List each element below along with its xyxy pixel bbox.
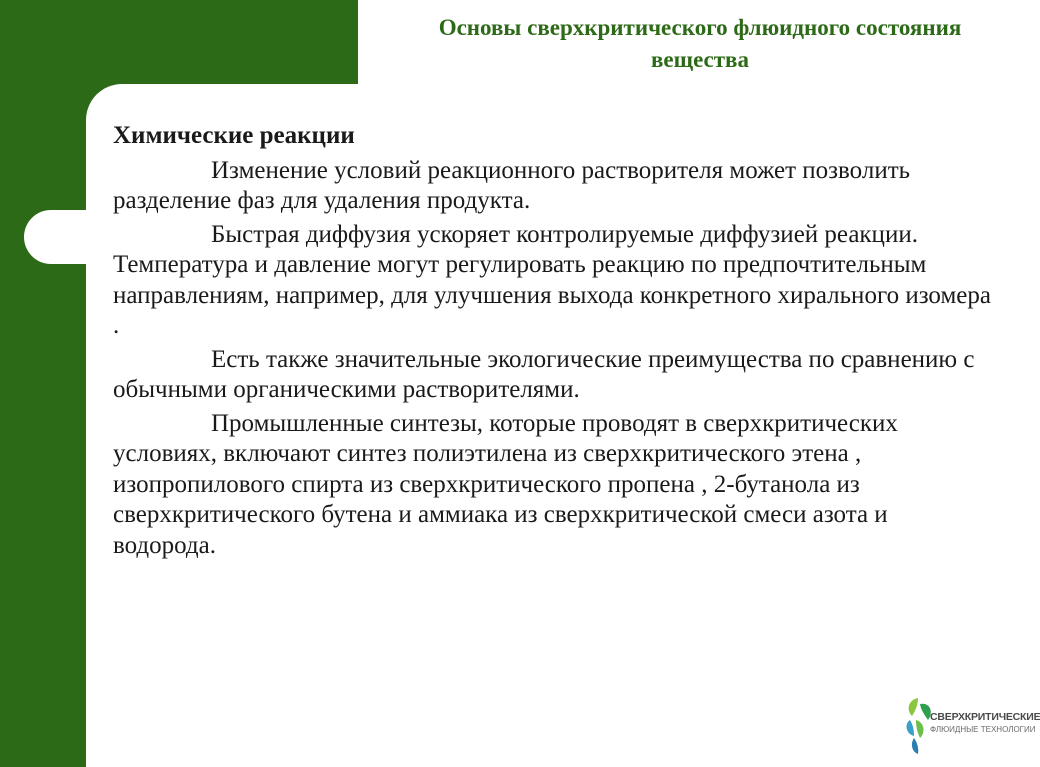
paragraph-ecology: Есть также значительные экологические преимущества по сравнению с обычными органическими растворителями. [113, 345, 975, 403]
section-heading: Химические реакции [113, 122, 355, 149]
logo-text-secondary: ФЛЮИДНЫЕ ТЕХНОЛОГИИ [930, 725, 1036, 734]
paragraph-diffusion: Быстрая диффузия ускоряет контролируемые диффузией реакции. Температура и давление могут регулировать реакцию по предпочтительным направлениям, например, для улучшения выхода конкретного хирального изомера . [113, 220, 991, 339]
company-logo [904, 690, 1040, 762]
paragraph-industrial-synthesis: Промышленные синтезы, которые проводят в сверхкритических условиях, включают синтез полиэтилена из сверхкритического этена , изопропилового спирта из сверхкритического пропена , 2-бутанола из сверхкритического бутена и аммиака из сверхкритической смеси азота и водорода. [113, 409, 898, 559]
slide-title: Основы сверхкритического флюидного состояния вещества [438, 15, 962, 72]
paragraph-phase-separation: Изменение условий реакционного растворителя может позволить разделение фаз для удаления продукта. [113, 156, 911, 214]
logo-text-primary: СВЕРХКРИТИЧЕСКИЕ [930, 711, 1040, 723]
slide-body [113, 121, 993, 564]
decor-white-tab [24, 210, 114, 264]
